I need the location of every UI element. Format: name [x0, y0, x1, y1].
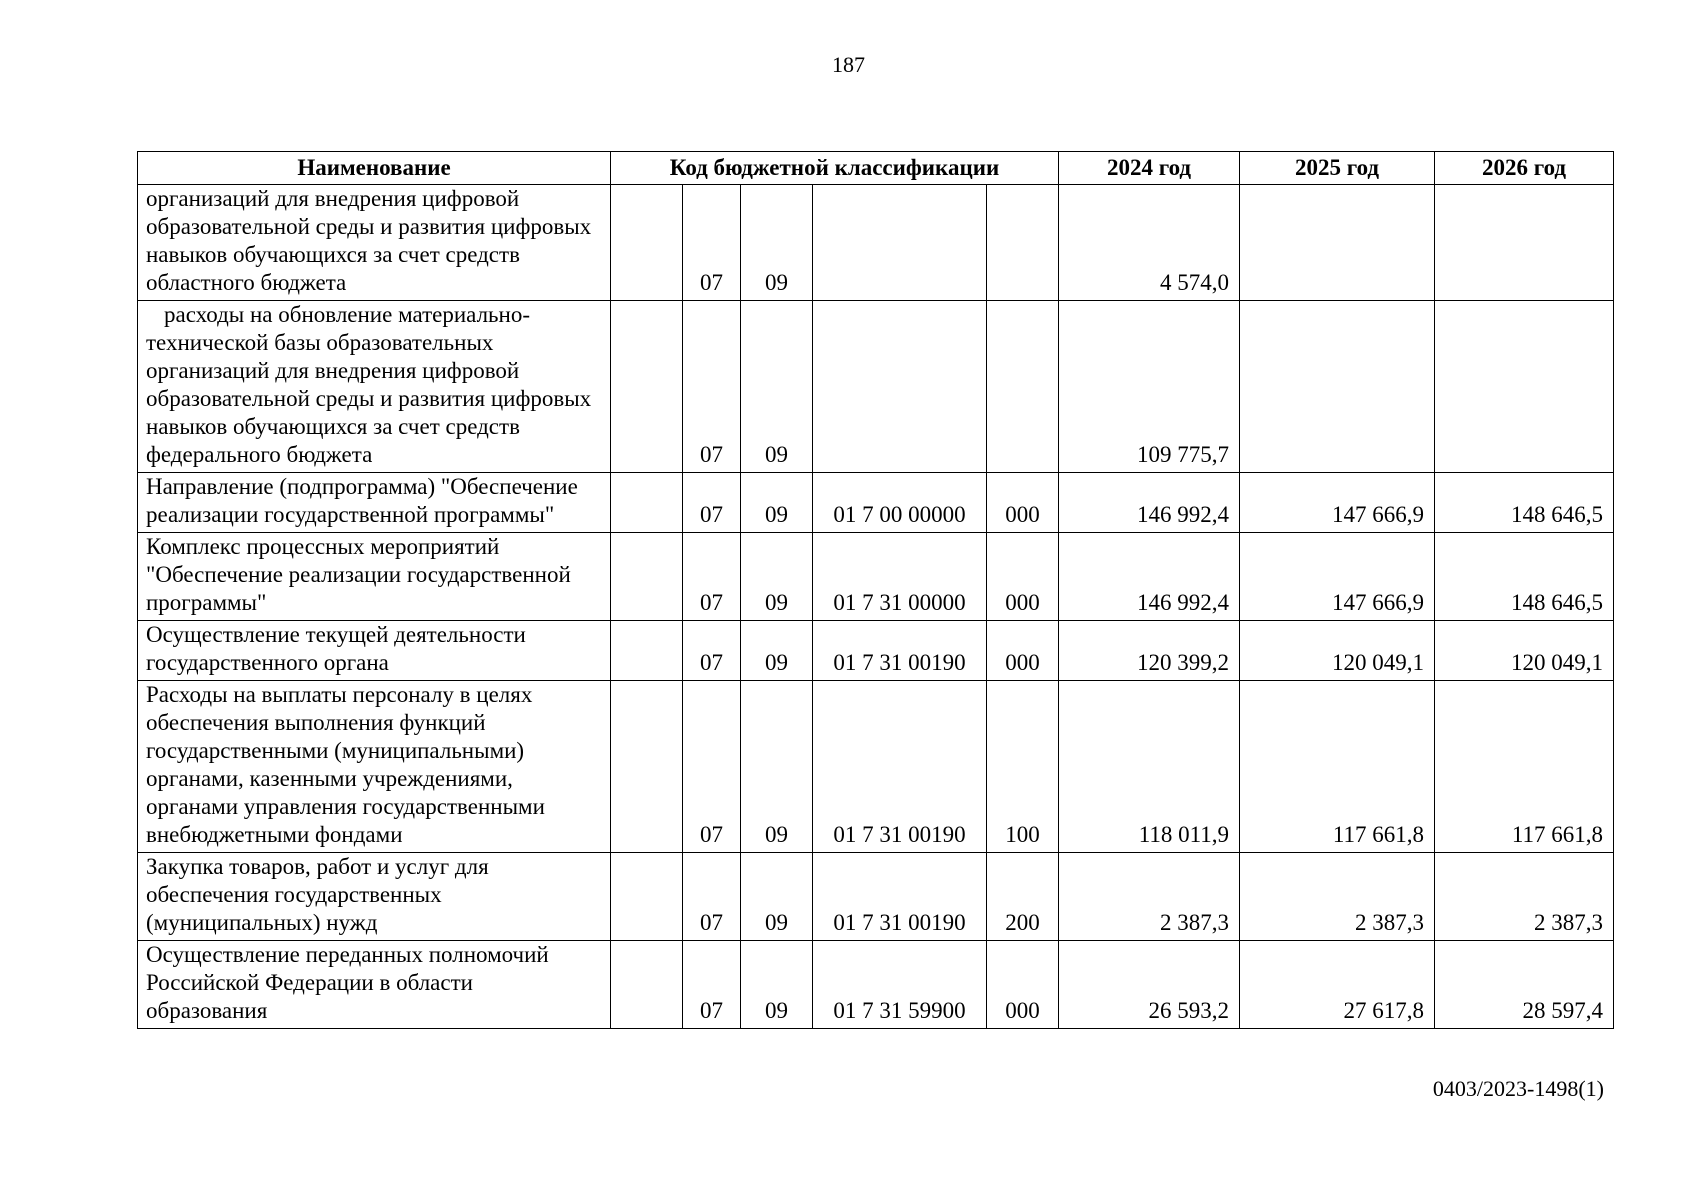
cell-value-2025: 120 049,1 [1240, 621, 1435, 681]
cell-code-expense-type: 000 [987, 941, 1059, 1029]
cell-code-subsection: 09 [741, 473, 813, 533]
table-row [138, 185, 1614, 301]
cell-value-2024: 26 593,2 [1059, 941, 1240, 1029]
cell-code-section: 07 [683, 533, 741, 621]
cell-code-expense-type: 000 [987, 621, 1059, 681]
cell-code-target [813, 185, 987, 301]
cell-code-expense-type [987, 185, 1059, 301]
cell-code-subsection: 09 [741, 621, 813, 681]
header-code: Код бюджетной классификации [611, 152, 1059, 185]
cell-code-blank [611, 185, 683, 301]
cell-value-2024: 4 574,0 [1059, 185, 1240, 301]
page-number: 187 [832, 52, 865, 77]
cell-code-section: 07 [683, 941, 741, 1029]
cell-code-expense-type: 200 [987, 853, 1059, 941]
cell-value-2024: 146 992,4 [1059, 473, 1240, 533]
cell-code-blank [611, 473, 683, 533]
cell-name: Направление (подпрограмма) "Обеспечение реализации государственной программы" [138, 473, 611, 533]
cell-value-2025: 27 617,8 [1240, 941, 1435, 1029]
cell-value-2026: 148 646,5 [1435, 533, 1614, 621]
cell-code-subsection: 09 [741, 533, 813, 621]
cell-code-subsection: 09 [741, 941, 813, 1029]
budget-table [137, 151, 1614, 1029]
cell-value-2024: 109 775,7 [1059, 301, 1240, 473]
cell-code-expense-type: 100 [987, 681, 1059, 853]
cell-code-expense-type [987, 301, 1059, 473]
header-2024: 2024 год [1059, 152, 1240, 185]
cell-value-2026: 117 661,8 [1435, 681, 1614, 853]
table-body [138, 185, 1614, 1029]
table-row [138, 681, 1614, 853]
cell-name: Осуществление переданных полномочий Российской Федерации в области образования [138, 941, 611, 1029]
cell-code-blank [611, 941, 683, 1029]
cell-value-2025 [1240, 301, 1435, 473]
document-number: 0403/2023-1498(1) [1432, 1076, 1604, 1101]
cell-code-section: 07 [683, 185, 741, 301]
cell-value-2026: 148 646,5 [1435, 473, 1614, 533]
cell-value-2025: 2 387,3 [1240, 853, 1435, 941]
cell-name: Закупка товаров, работ и услуг для обеспечения государственных (муниципальных) нужд [138, 853, 611, 941]
header-2025: 2025 год [1240, 152, 1435, 185]
table-row [138, 621, 1614, 681]
cell-code-target: 01 7 00 00000 [813, 473, 987, 533]
cell-name: Комплекс процессных мероприятий "Обеспечение реализации государственной программы" [138, 533, 611, 621]
cell-value-2026: 28 597,4 [1435, 941, 1614, 1029]
cell-value-2026: 120 049,1 [1435, 621, 1614, 681]
cell-code-target: 01 7 31 00190 [813, 853, 987, 941]
cell-code-blank [611, 621, 683, 681]
cell-value-2026 [1435, 185, 1614, 301]
cell-name: организаций для внедрения цифровой образовательной среды и развития цифровых навыков обучающихся за счет средств областного бюджета [138, 185, 611, 301]
cell-name: расходы на обновление материально-технической базы образовательных организаций для внедрения цифровой образовательной среды и развития цифровых навыков обучающихся за счет средств федерального бюджета [138, 301, 611, 473]
cell-value-2026 [1435, 301, 1614, 473]
cell-code-section: 07 [683, 621, 741, 681]
cell-value-2024: 2 387,3 [1059, 853, 1240, 941]
table-row [138, 941, 1614, 1029]
cell-code-target: 01 7 31 00000 [813, 533, 987, 621]
table-row [138, 301, 1614, 473]
cell-code-subsection: 09 [741, 185, 813, 301]
cell-code-subsection: 09 [741, 681, 813, 853]
cell-code-section: 07 [683, 301, 741, 473]
cell-value-2024: 120 399,2 [1059, 621, 1240, 681]
cell-code-target [813, 301, 987, 473]
cell-code-target: 01 7 31 00190 [813, 681, 987, 853]
table-header-row [138, 152, 1614, 185]
cell-value-2024: 146 992,4 [1059, 533, 1240, 621]
cell-value-2025 [1240, 185, 1435, 301]
cell-value-2025: 117 661,8 [1240, 681, 1435, 853]
cell-code-section: 07 [683, 853, 741, 941]
cell-code-subsection: 09 [741, 301, 813, 473]
table-row [138, 533, 1614, 621]
header-name: Наименование [138, 152, 611, 185]
cell-value-2024: 118 011,9 [1059, 681, 1240, 853]
cell-code-blank [611, 533, 683, 621]
header-2026: 2026 год [1435, 152, 1614, 185]
table-row [138, 473, 1614, 533]
cell-value-2025: 147 666,9 [1240, 533, 1435, 621]
cell-code-blank [611, 681, 683, 853]
table-row [138, 853, 1614, 941]
cell-code-blank [611, 853, 683, 941]
cell-code-blank [611, 301, 683, 473]
cell-code-subsection: 09 [741, 853, 813, 941]
cell-code-section: 07 [683, 473, 741, 533]
cell-code-target: 01 7 31 00190 [813, 621, 987, 681]
cell-value-2026: 2 387,3 [1435, 853, 1614, 941]
cell-code-expense-type: 000 [987, 473, 1059, 533]
cell-code-expense-type: 000 [987, 533, 1059, 621]
cell-value-2025: 147 666,9 [1240, 473, 1435, 533]
cell-code-target: 01 7 31 59900 [813, 941, 987, 1029]
cell-code-section: 07 [683, 681, 741, 853]
cell-name: Расходы на выплаты персоналу в целях обеспечения выполнения функций государственными (муниципальными) органами, казенными учреждениями, органами управления государственными внебюджетными фондами [138, 681, 611, 853]
cell-name: Осуществление текущей деятельности государственного органа [138, 621, 611, 681]
